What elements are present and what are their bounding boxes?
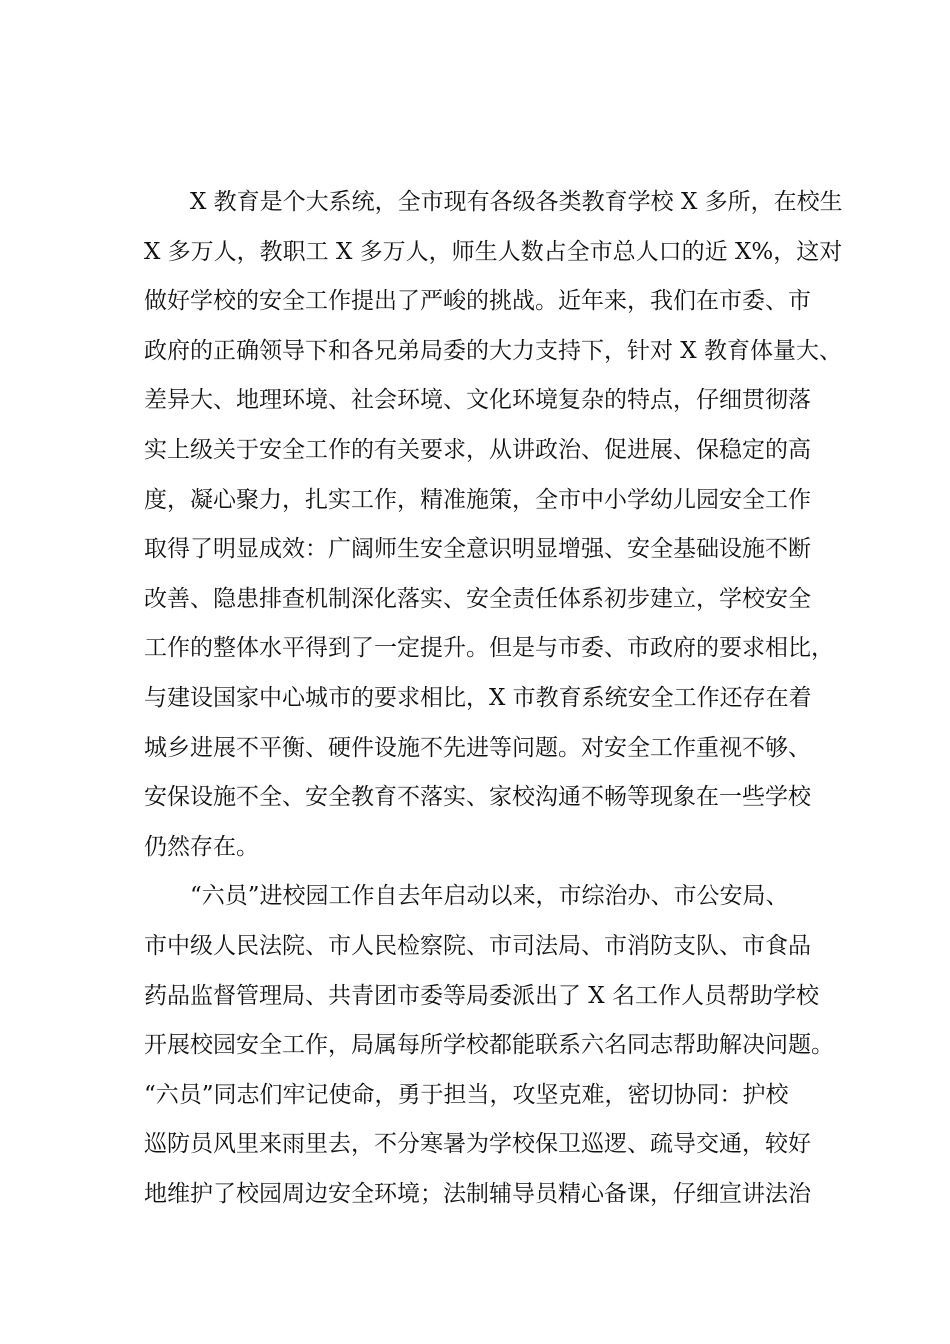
text-line: 取得了明显成效：广阔师生安全意识明显增强、安全基础设施不断: [144, 536, 811, 563]
text-line: 城乡进展不平衡、硬件设施不先进等问题。对安全工作重视不够、: [144, 734, 811, 761]
text-line: 市中级人民法院、市人民检察院、市司法局、市消防支队、市食品: [144, 932, 811, 959]
text-line: 安保设施不全、安全教育不落实、家校沟通不畅等现象在一些学校: [144, 784, 811, 811]
text-line: “六员”同志们牢记使命，勇于担当，攻坚克难，密切协同：护校: [144, 1081, 789, 1108]
text-line: 巡防员风里来雨里去，不分寒暑为学校保卫巡逻、疏导交通，较好: [144, 1131, 811, 1158]
text-line: 差异大、地理环境、社会环境、文化环境复杂的特点，仔细贯彻落: [144, 387, 811, 414]
paragraph-1: [144, 178, 844, 872]
text-line: 开展校园安全工作，局属每所学校都能联系六名同志帮助解决问题。: [144, 1032, 834, 1059]
text-line: 做好学校的安全工作提出了严峻的挑战。近年来，我们在市委、市: [144, 288, 811, 315]
text-line: 实上级关于安全工作的有关要求，从讲政治、促进展、保稳定的高: [144, 436, 811, 463]
document-body: [144, 178, 844, 1219]
text-line: X 多万人，教职工 X 多万人，师生人数占全市总人口的近 X%，这对: [144, 238, 843, 265]
text-line: 与建设国家中心城市的要求相比，X 市教育系统安全工作还存在着: [144, 684, 812, 711]
text-line: 改善、隐患排查机制深化落实、安全责任体系初步建立，学校安全: [144, 585, 811, 612]
text-line: 工作的整体水平得到了一定提升。但是与市委、市政府的要求相比，: [144, 635, 834, 662]
text-line: 仍然存在。: [144, 833, 259, 860]
text-line: “六员”进校园工作自去年启动以来，市综治办、市公安局、: [190, 883, 789, 910]
text-line: 政府的正确领导下和各兄弟局委的大力支持下，针对 X 教育体量大、: [144, 337, 842, 364]
text-line: 度，凝心聚力，扎实工作，精准施策，全市中小学幼儿园安全工作: [144, 486, 811, 513]
text-line: 药品监督管理局、共青团市委等局委派出了 X 名工作人员帮助学校: [144, 982, 819, 1009]
text-line: 地维护了校园周边安全环境；法制辅导员精心备课，仔细宣讲法治: [144, 1180, 811, 1207]
paragraph-2: [144, 872, 844, 1219]
text-line: X 教育是个大系统，全市现有各级各类教育学校 X 多所，在校生: [190, 189, 843, 215]
